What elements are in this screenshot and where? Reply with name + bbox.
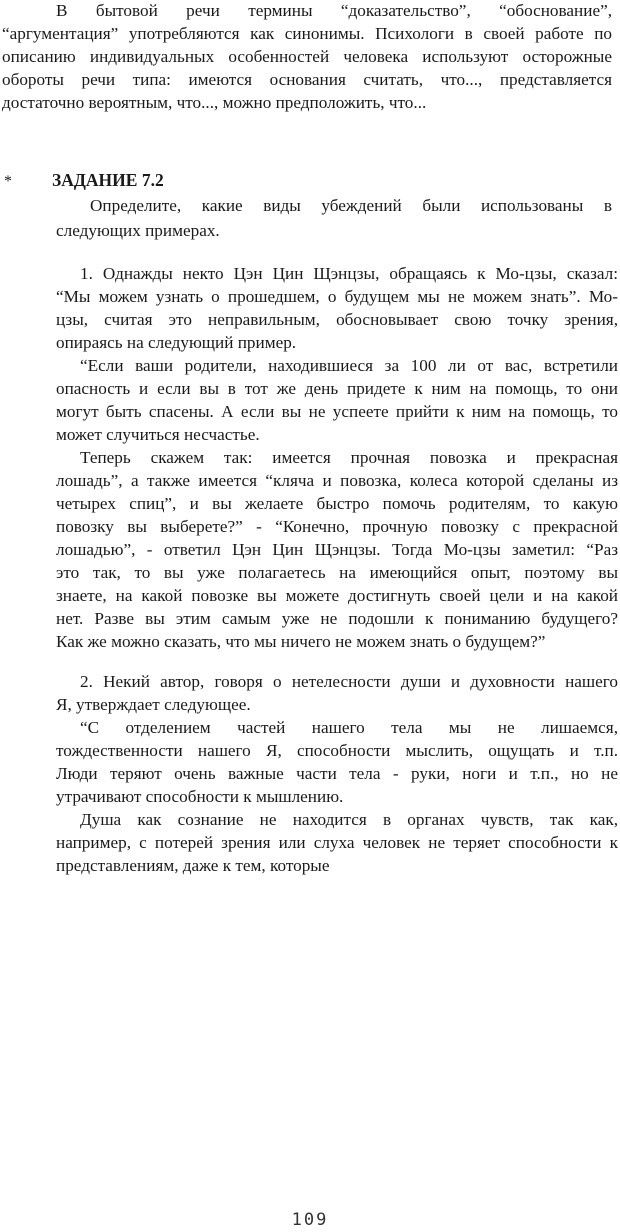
text-line: Определите, какие виды убеждений были использованы в [90,196,612,215]
text-line: представлениям, даже к тем, которые [56,856,330,875]
text-line: цзы, считая это неправильным, обосновывает свою точку зрения, [56,310,618,329]
text-line: тождественности нашего Я, способности мыслить, ощущать и т.п. [56,741,618,760]
text-line: Теперь скажем так: имеется прочная повозка и прекрасная [80,448,618,467]
text-line: описанию индивидуальных особенностей человека используют осторожные [2,47,612,66]
task-heading: ЗАДАНИЕ 7.2 [52,170,164,190]
text-line: опасность и если вы в тот же день придете к ним на помощь, то они [56,379,618,398]
text-line: утрачивают способности к мышлению. [56,787,344,806]
text-line: опираясь на следующий пример. [56,333,297,352]
text-line: “Мы можем узнать о прошедшем, о будущем мы не можем знать”. Мо- [56,287,618,306]
text-line: Как же можно сказать, что мы ничего не можем знать о будущем?” [56,632,546,651]
text-line: это так, то вы уже полагаетесь на имеющийся опыт, поэтому вы [56,563,618,582]
text-line: лошадь”, а также имеется “кляча и повозка, колеса которой сделаны из [56,471,618,490]
text-line: например, с потерей зрения или слуха человек не теряет способности к [56,833,618,852]
page-number: 109 [291,1210,329,1230]
text-line: может случиться несчастье. [56,425,260,444]
text-line: “Если ваши родители, находившиеся за 100 ли от вас, встретили [80,356,618,375]
text-line: четырех спиц”, и вы желаете быстро помочь родителям, то какую [56,494,618,513]
text-line: лошадью”, - ответил Цэн Цин Щэнцзы. Тогда Мо-цзы заметил: “Раз [56,540,618,559]
text-line: В бытовой речи термины “доказательство”, “обоснование”, [56,1,612,20]
text-line: могут быть спасены. А если вы не успеете прийти к ним на помощь, то [56,402,618,421]
text-line: Я, утверждает следующее. [56,695,251,714]
text-line: 1. Однажды некто Цэн Цин Щэнцзы, обращаясь к Мо-цзы, сказал: [80,264,618,283]
text-line: “аргументация” употребляются как синонимы. Психологи в своей работе по [2,24,612,43]
text-line: нет. Разве вы этим самым уже не подошли к пониманию будущего? [56,609,618,628]
text-line: “С отделением частей нашего тела мы не лишаемся, [80,718,618,737]
text-line: знаете, на какой повозке вы можете достигнуть своей цели и на какой [56,586,618,605]
task-marker: * [4,173,12,190]
text-line: Душа как сознание не находится в органах чувств, так как, [80,810,618,829]
text-line: 2. Некий автор, говоря о нетелесности души и духовности нашего [80,672,618,691]
text-line: Люди теряют очень важные части тела - руки, ноги и т.п., но не [56,764,618,783]
text-line: следующих примерах. [56,221,220,240]
text-line: достаточно вероятным, что..., можно предположить, что... [2,93,427,112]
text-line: обороты речи типа: имеются основания считать, что..., представляется [2,70,612,89]
text-line: повозку вы выберете?” - “Конечно, прочную повозку с прекрасной [56,517,618,536]
